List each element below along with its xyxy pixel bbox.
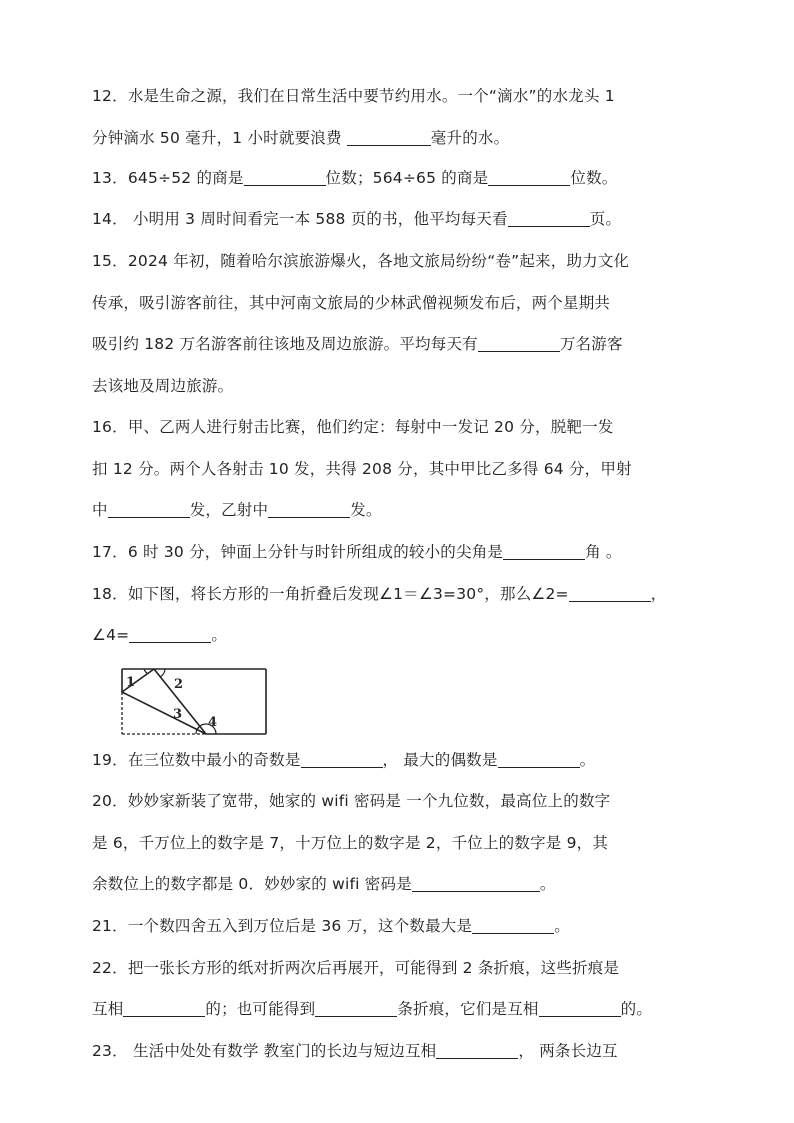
q18-text-2b: 。 — [211, 626, 228, 644]
q20-line-3 — [92, 874, 704, 896]
folded-rectangle-svg — [118, 666, 270, 738]
q16-line-3 — [92, 500, 704, 522]
q16-text-2: 扣 12 分。两个人各射击 10 发，共得 208 分，其中甲比乙多得 64 分，甲射 — [92, 460, 632, 478]
angle-label-2: 2 — [174, 677, 184, 692]
q18-blank-2[interactable] — [129, 626, 211, 643]
angle-label-4: 4 — [208, 715, 218, 730]
q21-line — [92, 916, 704, 938]
q14-text-a: 14． 小明用 3 周时间看完一本 588 页的书，他平均每天看 — [92, 210, 508, 228]
q12-text: 12．水是生命之源，我们在日常生活中要节约用水。一个“滴水”的水龙头 1 — [92, 87, 615, 105]
q13-text-b: 位数；564÷65 的商是 — [325, 169, 489, 187]
q19-text-b: ， 最大的偶数是 — [382, 751, 498, 769]
q16-text-3a: 中 — [92, 501, 108, 519]
q17-blank[interactable] — [503, 543, 585, 560]
q15-line-1 — [92, 251, 704, 273]
q19-blank-1[interactable] — [301, 751, 383, 768]
q22-text-2c: 条折痕，它们是互相 — [397, 1000, 539, 1018]
q15-line-3 — [92, 334, 704, 356]
q15-text-3a: 吸引约 182 万名游客前往该地及周边旅游。平均每天有 — [92, 335, 478, 353]
q17-line — [92, 542, 704, 564]
flap-bottom-edge — [122, 692, 206, 734]
q18-text-1a: 18．如下图，将长方形的一角折叠后发现∠1＝∠3=30°，那么∠2= — [92, 585, 569, 603]
q23-line — [92, 1041, 704, 1063]
q12-line-1 — [92, 86, 704, 108]
angle-label-3: 3 — [173, 707, 183, 722]
q16-line-1 — [92, 417, 704, 439]
q18-line-2 — [92, 625, 704, 647]
q21-blank[interactable] — [472, 917, 554, 934]
q13-line — [92, 168, 704, 190]
q19-line — [92, 750, 704, 772]
q22-text-2b: 的；也可能得到 — [205, 1000, 316, 1018]
q19-text-a: 19．在三位数中最小的奇数是 — [92, 751, 301, 769]
q12-text-2: 分钟滴水 50 毫升，1 小时就要浪费 — [92, 129, 347, 147]
q20-line-1 — [92, 791, 704, 813]
q16-text-3c: 发。 — [350, 501, 382, 519]
q20-text-2: 是 6，千万位上的数字是 7，十万位上的数字是 2，千位上的数字是 9，其 — [92, 834, 609, 852]
q23-blank[interactable] — [436, 1042, 518, 1059]
q22-text-2d: 的。 — [620, 1000, 653, 1018]
angle-label-1: 1 — [126, 675, 136, 690]
q15-line-4 — [92, 376, 704, 398]
q18-blank-1[interactable] — [569, 585, 651, 602]
q21-text-a: 21．一个数四舍五入到万位后是 36 万，这个数最大是 — [92, 917, 473, 935]
q23-text-b: ， 两条长边互 — [518, 1042, 618, 1060]
q12-answer-blank[interactable] — [347, 129, 431, 146]
q14-blank[interactable] — [508, 210, 590, 227]
q16-text-1: 16．甲、乙两人进行射击比赛，他们约定：每射中一发记 20 分，脱靶一发 — [92, 418, 614, 436]
q22-blank-2[interactable] — [315, 1000, 397, 1017]
q22-blank-3[interactable] — [539, 1000, 621, 1017]
q20-line-2 — [92, 833, 704, 855]
q13-blank-2[interactable] — [488, 169, 570, 186]
q20-text-1: 20．妙妙家新装了宽带，她家的 wifi 密码是 一个九位数，最高位上的数字 — [92, 792, 611, 810]
q14-line — [92, 209, 704, 231]
q22-line-1 — [92, 958, 704, 980]
q15-line-2 — [92, 293, 704, 315]
q17-text-b: 角 。 — [585, 543, 622, 561]
q16-text-3b: 发，乙射中 — [189, 501, 269, 519]
q22-line-2 — [92, 999, 704, 1021]
q13-blank-1[interactable] — [244, 169, 326, 186]
q14-text-b: 页。 — [589, 210, 622, 228]
q13-text-c: 位数。 — [570, 169, 618, 187]
q20-blank[interactable] — [412, 875, 540, 892]
folded-rectangle-figure — [118, 666, 270, 738]
q15-text-4: 去该地及周边旅游。 — [92, 377, 234, 395]
q23-text-a: 23． 生活中处处有数学 教室门的长边与短边互相 — [92, 1042, 437, 1060]
q19-blank-2[interactable] — [498, 751, 580, 768]
q12-line-2 — [92, 128, 704, 150]
q22-text-1: 22．把一张长方形的纸对折两次后再展开，可能得到 2 条折痕，这些折痕是 — [92, 959, 620, 977]
q17-text-a: 17．6 时 30 分，钟面上分针与时针所组成的较小的尖角是 — [92, 543, 504, 561]
q16-line-2 — [92, 459, 704, 481]
q16-blank-1[interactable] — [108, 501, 190, 518]
q22-text-2a: 互相 — [92, 1000, 124, 1018]
q16-blank-2[interactable] — [268, 501, 350, 518]
q21-text-b: 。 — [554, 917, 570, 935]
q12-text-3: 毫升的水。 — [430, 129, 510, 147]
q19-text-c: 。 — [579, 751, 596, 769]
q18-text-2a: ∠4= — [92, 626, 130, 644]
q15-text-2: 传承，吸引游客前往，其中河南文旅局的少林武僧视频发布后，两个星期共 — [92, 294, 611, 312]
q15-text-3b: 万名游客 — [559, 335, 623, 353]
q20-text-3a: 余数位上的数字都是 0．妙妙家的 wifi 密码是 — [92, 875, 412, 893]
q15-text-1: 15．2024 年初，随着哈尔滨旅游爆火，各地文旅局纷纷“卷”起来，助力文化 — [92, 252, 630, 270]
angle-2-arc — [160, 669, 165, 677]
q18-text-1b: ， — [650, 585, 667, 603]
q20-text-3b: 。 — [539, 875, 556, 893]
q13-text-a: 13．645÷52 的商是 — [92, 169, 244, 187]
q15-blank[interactable] — [478, 335, 560, 352]
q18-line-1 — [92, 584, 704, 606]
q22-blank-1[interactable] — [123, 1000, 205, 1017]
